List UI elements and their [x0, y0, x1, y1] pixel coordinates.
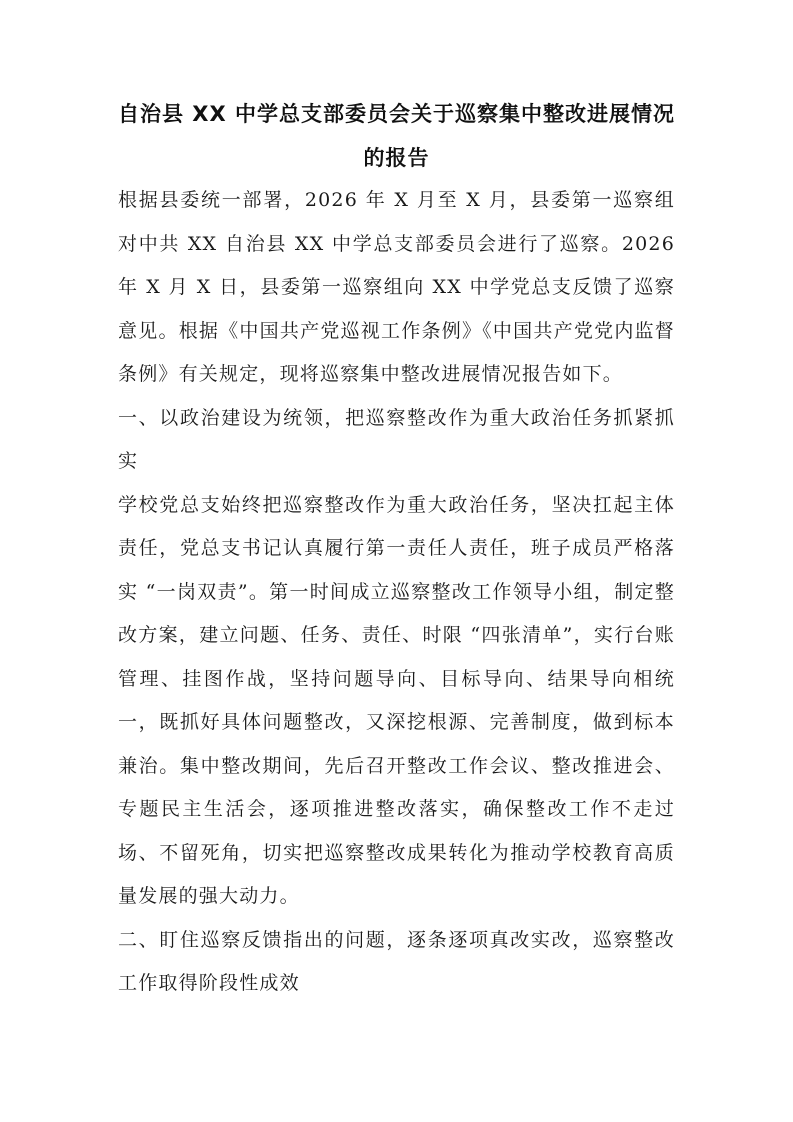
section-heading-1: 一、以政治建设为统领，把巡察整改作为重大政治任务抓紧抓实: [118, 406, 675, 472]
section-heading-2: 二、盯住巡察反馈指出的问题，逐条逐项真改实改，巡察整改工作取得阶段性成效: [118, 928, 675, 994]
document-body: [118, 179, 675, 1006]
section-1-paragraph: 学校党总支始终把巡察整改作为重大政治任务，坚决扛起主体责任，党总支书记认真履行第一责任人责任，班子成员严格落实 “一岗双责”。第一时间成立巡察整改工作领导小组，制定整改方案，建立问题、任务、责任、时限 “四张清单”，实行台账管理、挂图作战，坚持问题导向、目标导向、结果导向相统一，既抓好具体问题整改，又深挖根源、完善制度，做到标本兼治。集中整改期间，先后召开整改工作会议、整改推进会、专题民主生活会，逐项推进整改落实，确保整改工作不走过场、不留死角，切实把巡察整改成果转化为推动学校教育高质量发展的强大动力。: [118, 493, 675, 907]
intro-paragraph: 根据县委统一部署，2026 年 X 月至 X 月，县委第一巡察组对中共 XX 自治县 XX 中学总支部委员会进行了巡察。2026 年 X 月 X 日，县委第一巡察组向 XX 中学党总支反馈了巡察意见。根据《中国共产党巡视工作条例》《中国共产党党内监督条例》有关规定，现将巡察集中整改进展情况报告如下。: [118, 189, 675, 385]
document-title: 自治县 XX 中学总支部委员会关于巡察集中整改进展情况的报告: [118, 102, 676, 170]
